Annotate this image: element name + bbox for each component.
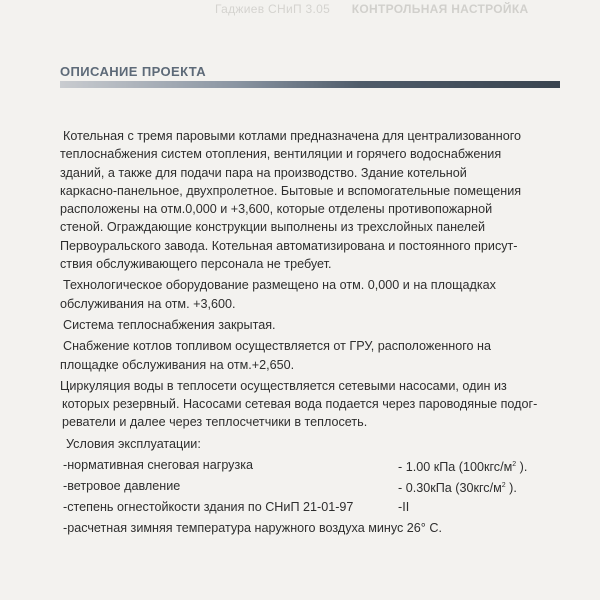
condition-label: -ветровое давление [63, 479, 181, 494]
text-line: расположены на отм.0,000 и +3,600, которые отделены противопожарной [60, 202, 493, 217]
condition-row [60, 477, 560, 498]
bleed-through-right: КОНТРОЛЬНАЯ НАСТРОЙКА [351, 2, 529, 16]
condition-row [60, 519, 560, 540]
text-line: Снабжение котлов топливом осуществляется от ГРУ, расположенного на [63, 339, 492, 354]
text-line: реватели и далее через теплосчетчики в теплосеть. [62, 415, 368, 430]
condition-row [60, 498, 560, 519]
conditions-title: Условия эксплуатации: [66, 436, 201, 451]
operating-conditions [60, 435, 560, 540]
condition-value: - 1.00 кПа ($100кгс/м^2$ ). [398, 460, 528, 475]
paragraph-heat-supply [60, 316, 560, 334]
paragraph-equipment [60, 276, 560, 313]
condition-row [60, 456, 560, 477]
paragraph-fuel [60, 337, 560, 374]
project-description [60, 127, 560, 540]
text-line: теплоснабжения систем отопления, вентиляции и горячего водоснабжения [60, 147, 502, 162]
condition-label: -расчетная зимняя температура наружного воздуха минус 26° С. [63, 521, 442, 536]
text-line: зданий, а также для подачи пара на производство. Здание котельной [60, 165, 467, 180]
text-line: площадке обслуживания на отм.+2,650. [60, 357, 295, 372]
section-title: ОПИСАНИЕ ПРОЕКТА [60, 64, 207, 79]
text-line: ствия обслуживающего персонала не требует. [60, 257, 332, 272]
bleed-through-left: Гаджиев СНиП 3.05 [215, 2, 331, 16]
condition-label: -степень огнестойкости здания по СНиП 21-01-97 [63, 500, 354, 515]
text-line: Котельная с тремя паровыми котлами предназначена для централизованного [63, 129, 522, 143]
text-line: каркасно-панельное, двухпролетное. Бытовые и вспомогательные помещения [60, 183, 522, 198]
text-line: Система теплоснабжения закрытая. [63, 317, 276, 332]
text-line: которых резервный. Насосами сетевая вода подается через пароводяные подог- [62, 397, 538, 412]
text-line: обслуживания на отм. +3,600. [60, 296, 236, 311]
title-underline-bar [60, 81, 560, 88]
paragraph-circulation [60, 377, 560, 432]
text-line: Технологическое оборудование размещено на отм. 0,000 и на площадках [63, 278, 496, 293]
text-line: Первоуральского завода. Котельная автоматизирована и постоянного присут- [60, 238, 518, 253]
text-line: Циркуляция воды в теплосети осуществляется сетевыми насосами, один из [60, 378, 507, 393]
bleed-through-header [215, 2, 528, 16]
condition-value: -II [398, 500, 410, 515]
condition-value: - 0.30кПа ($30кгс/м^2$ ). [398, 481, 517, 496]
condition-label: -нормативная снеговая нагрузка [63, 458, 254, 473]
section-header [60, 64, 560, 94]
text-line: стеной. Ограждающие конструкции выполнены из трехслойных панелей [60, 220, 486, 235]
paragraph-intro [60, 127, 560, 273]
